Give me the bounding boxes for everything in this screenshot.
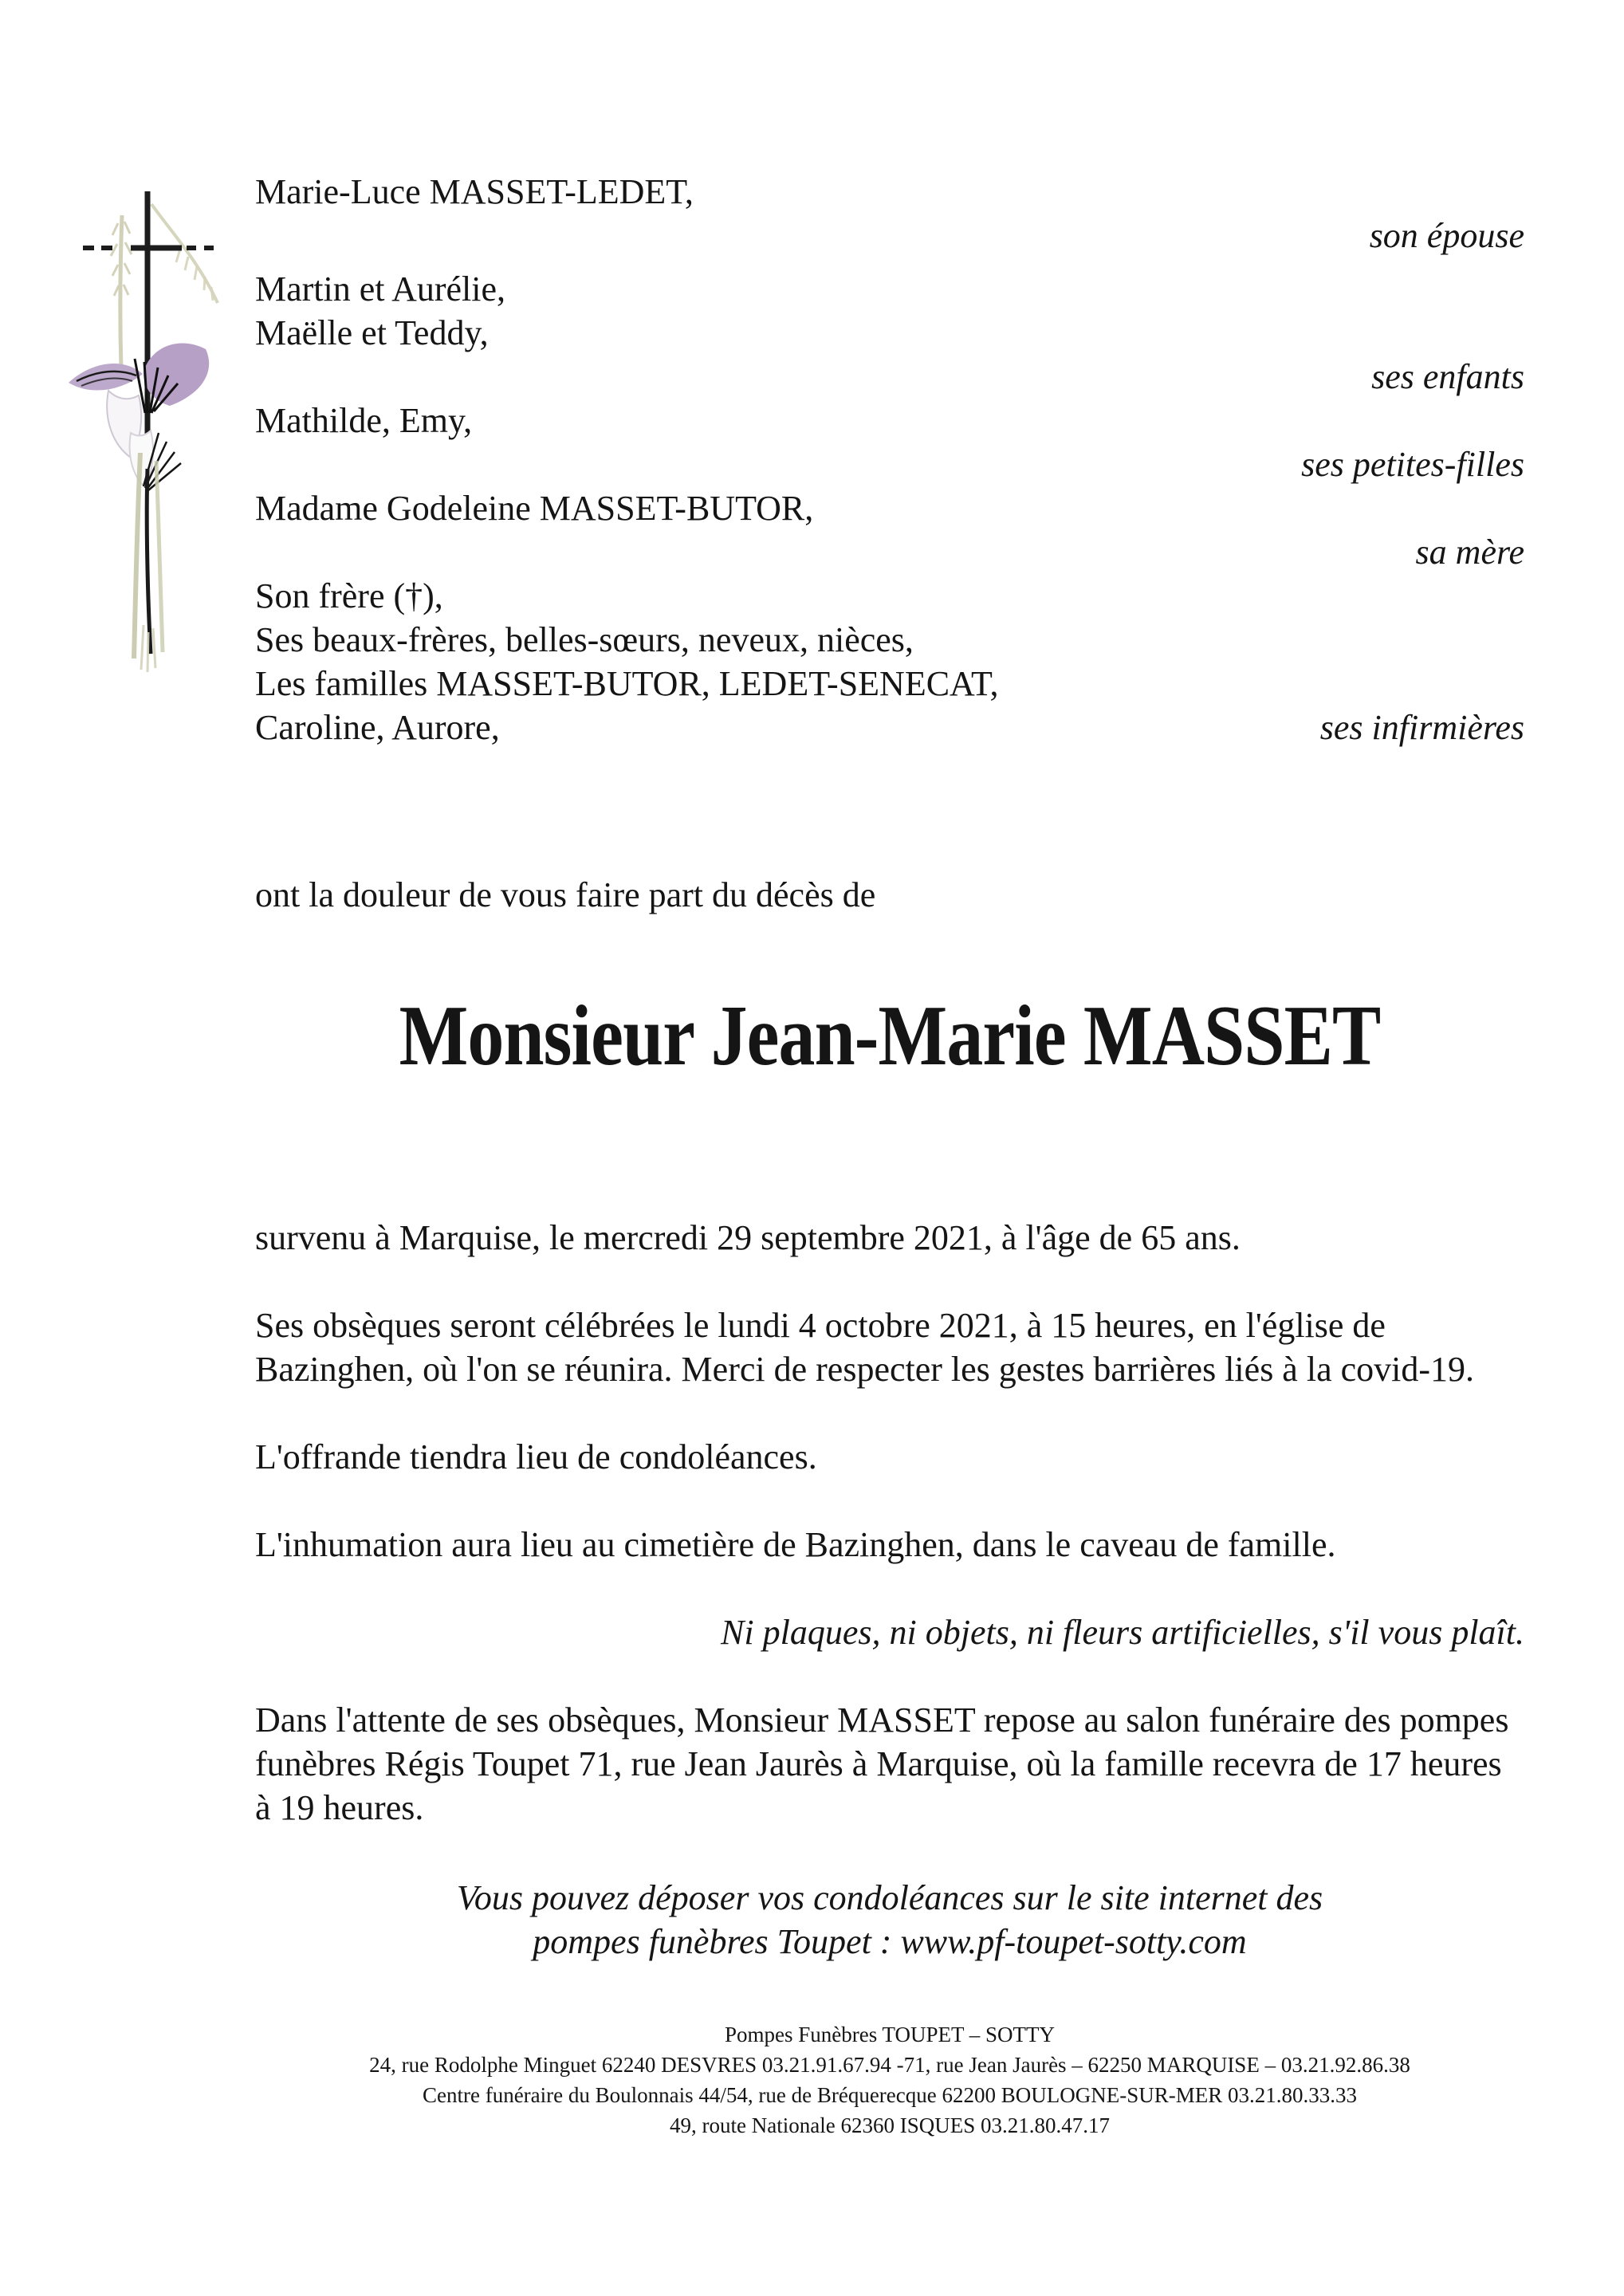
relation-label-granddaughters: ses petites-filles (1301, 445, 1524, 484)
no-flowers-plea: Ni plaques, ni objets, ni fleurs artificielles, s'il vous plaît. (721, 1613, 1524, 1652)
mourner-group-mother (255, 486, 1524, 574)
mourner-group-granddaughters (255, 399, 1524, 486)
mourner-name: Marie-Luce MASSET-LEDET, (255, 172, 694, 211)
deceased-name-text: Monsieur Jean-Marie MASSET (399, 989, 1381, 1083)
funeral-home-address-1: 24, rue Rodolphe Minguet 62240 DESVRES 03.21.91.67.94 -71, rue Jean Jaurès – 62250 MARQUISE – 03.21.92.86.38 (369, 2053, 1410, 2077)
relation-label-nurses: ses infirmières (1319, 708, 1524, 747)
deceased-name-title (255, 989, 1524, 1083)
mourner-name: Caroline, Aurore, (255, 708, 500, 747)
mourner-group-extended-family (255, 574, 1524, 749)
intro-line: ont la douleur de vous faire part du décès de (255, 875, 876, 914)
flower-stems (134, 453, 163, 672)
condolences-line-1: Vous pouvez déposer vos condoléances sur le site internet des (456, 1878, 1323, 1917)
wheat-stalk-right (151, 204, 218, 303)
mourner-group-spouse (255, 170, 1524, 258)
relation-label-children: ses enfants (1371, 357, 1524, 396)
relation-label-spouse: son épouse (1369, 216, 1524, 255)
mourner-name: Maëlle et Teddy, (255, 313, 489, 352)
mourner-name: Madame Godeleine MASSET-BUTOR, (255, 489, 814, 528)
relation-label-mother: sa mère (1415, 533, 1524, 572)
cross-icon (83, 191, 219, 469)
wheat-stalk-left (120, 215, 122, 369)
offering-paragraph: L'offrande tiendra lieu de condoléances. (255, 1437, 817, 1476)
condolences-line-2-website: pompes funèbres Toupet : www.pf-toupet-sotty.com (533, 1922, 1247, 1961)
repose-paragraph: Dans l'attente de ses obsèques, Monsieur MASSET repose au salon funéraire des pompes funèbres Régis Toupet 71, rue Jean Jaurès à Marquise, où la famille recevra de 17 heures à 19 heures. (255, 1700, 1509, 1827)
funeral-home-address-2: Centre funéraire du Boulonnais 44/54, rue de Bréquerecque 62200 BOULOGNE-SUR-MER 03.21.80.33.33 (422, 2083, 1358, 2107)
cross-and-lily-artwork (41, 182, 233, 676)
funeral-home-name: Pompes Funèbres TOUPET – SOTTY (724, 2023, 1056, 2046)
funeral-home-footer (255, 2019, 1524, 2141)
mourner-group-children (255, 267, 1524, 399)
mourner-name: Les familles MASSET-BUTOR, LEDET-SENECAT, (255, 664, 999, 703)
ceremony-paragraph: Ses obsèques seront célébrées le lundi 4 octobre 2021, à 15 heures, en l'église de Bazinghen, où l'on se réunira. Merci de respecter les gestes barrières liés à la covid-19. (255, 1306, 1474, 1389)
death-details-paragraph: survenu à Marquise, le mercredi 29 septembre 2021, à l'âge de 65 ans. (255, 1218, 1241, 1257)
online-condolences-note (255, 1876, 1524, 1964)
mourner-name: Martin et Aurélie, (255, 269, 506, 309)
announcement-content (255, 0, 1524, 2141)
mourner-name: Mathilde, Emy, (255, 401, 473, 440)
mourner-name: Son frère (†), (255, 576, 443, 615)
funeral-home-address-3: 49, route Nationale 62360 ISQUES 03.21.80.47.17 (670, 2113, 1110, 2137)
burial-paragraph: L'inhumation aura lieu au cimetière de Bazinghen, dans le caveau de famille. (255, 1525, 1336, 1564)
mourners-section (255, 170, 1524, 749)
mourner-name: Ses beaux-frères, belles-sœurs, neveux, nièces, (255, 620, 914, 659)
